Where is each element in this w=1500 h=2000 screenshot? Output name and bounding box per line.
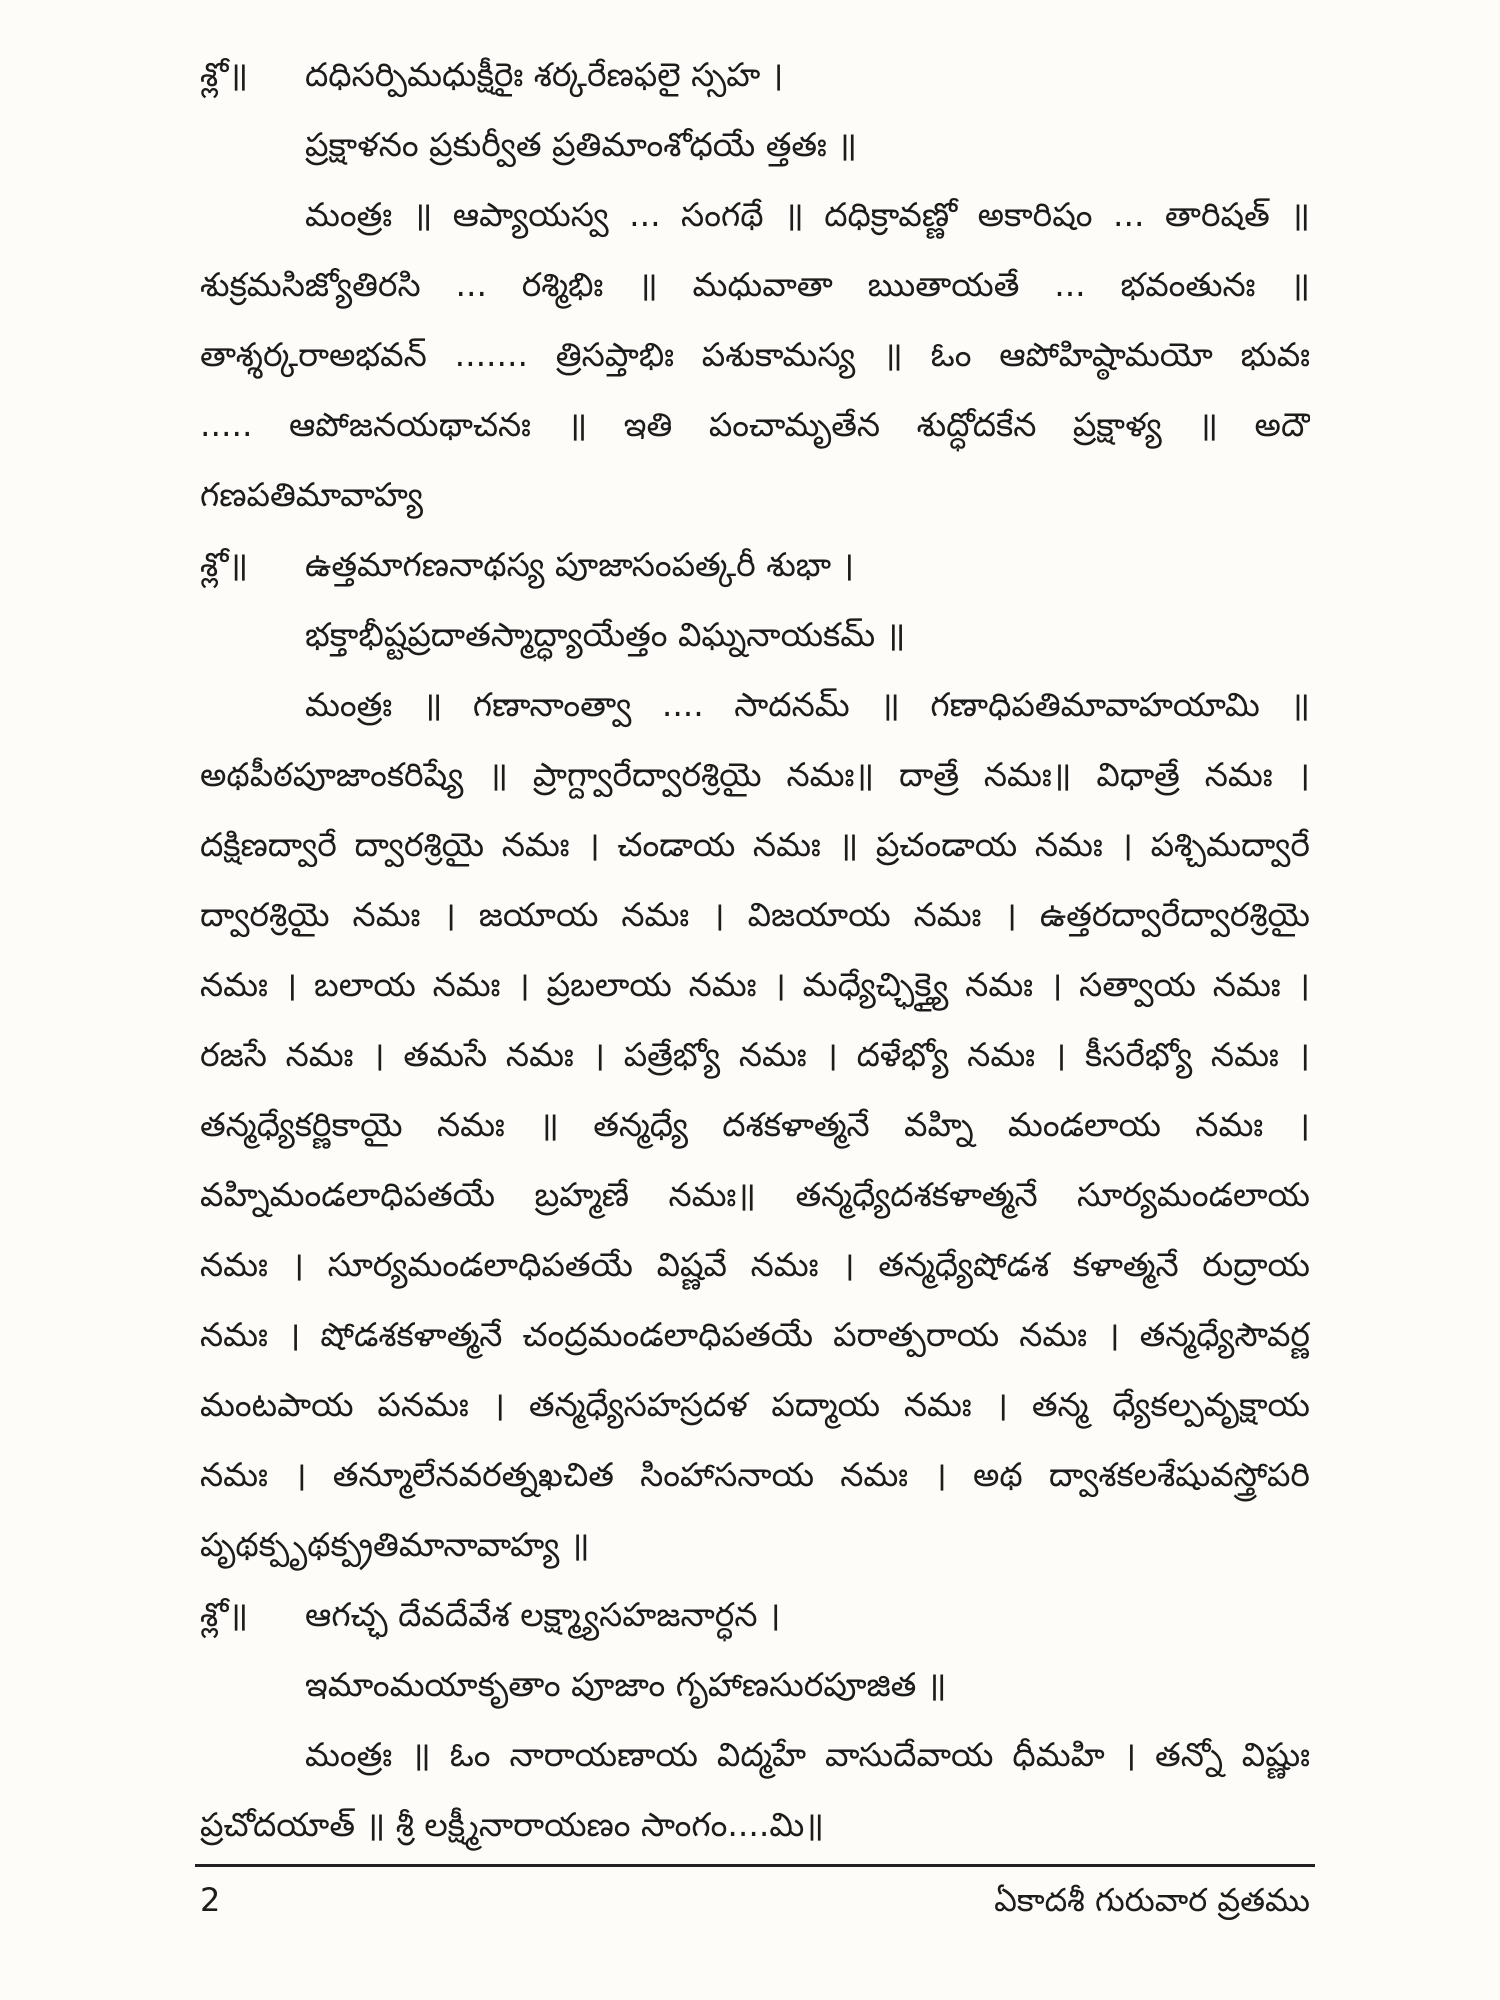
footer-rule <box>195 1864 1315 1867</box>
text-line: ..... ఆపోజనయథాచనః ॥ ఇతి పంచామృతేన శుద్ధోదకేన ప్రక్షాళ్య ॥ అదౌ <box>200 405 1310 444</box>
text-line: మంటపాయ పనమః । తన్మధ్యేసహస్రదళ పద్మాయ నమః । తన్మ ధ్యేకల్పవృక్షాయ <box>200 1385 1310 1424</box>
running-title: ఏకాదశీ గురువార వ్రతము <box>994 1881 1310 1919</box>
shloka-line <box>200 40 1310 110</box>
mantra-line: మంత్రః ॥ ఆప్యాయస్వ ... సంగథే ॥ దధిక్రావణ్ణో అకారిషం ... తారిషత్ ॥ <box>305 195 1310 234</box>
shloka-marker: శ్లో॥ <box>200 1595 249 1634</box>
text-line: నమః । తన్మూలేనవరత్నఖచిత సింహాసనాయ నమః । అథ ద్వాశకలశేషువస్త్రోపరి <box>200 1455 1310 1494</box>
text-line: తన్మధ్యేకర్ణికాయై నమః ॥ తన్మధ్యే దశకళాత్మనే వహ్ని మండలాయ నమః । <box>200 1105 1310 1144</box>
text-line: వహ్నిమండలాధిపతయే బ్రహ్మణే నమః॥ తన్మధ్యేదశకళాత్మనే సూర్యమండలాయ <box>200 1175 1310 1214</box>
shloka-marker: శ్లో॥ <box>200 545 249 584</box>
text-line: రజసే నమః । తమసే నమః । పత్రేభ్యో నమః । దళేభ్యో నమః । కీసరేభ్యో నమః । <box>200 1035 1310 1074</box>
text-line: గణపతిమావాహ్య <box>200 475 424 514</box>
verse-line: ప్రక్షాళనం ప్రకుర్వీత ప్రతిమాంశోధయే త్తతః ॥ <box>305 125 858 164</box>
mantra-line: మంత్రః ॥ గణానాంత్వా .... సాదనమ్ ॥ గణాధిపతిమావాహయామి ॥ <box>305 685 1310 724</box>
shloka-marker: శ్లో॥ <box>200 55 249 94</box>
text-line: అథపీఠపూజాంకరిష్యే ॥ ప్రాగ్ద్వారేద్వారశ్రియై నమః॥ దాత్రే నమః॥ విధాత్రే నమః । <box>200 755 1310 794</box>
text-line: ప్రచోదయాత్ ॥ శ్రీ లక్ష్మీనారాయణం సాంగం....మి॥ <box>200 1805 824 1844</box>
verse-text: ఉత్తమాగణనాథస్య పూజాసంపత్కరీ శుభా । <box>305 545 855 584</box>
mantra-line: మంత్రః ॥ ఓం నారాయణాయ విద్మహే వాసుదేవాయ ధీమహి । తన్నో విష్ణుః <box>305 1735 1310 1774</box>
verse-text: దధిసర్పిమధుక్షీరైః శర్కరేణఫలై స్సహ । <box>305 55 784 94</box>
page-body <box>200 40 1310 1860</box>
text-line: ద్వారశ్రియై నమః । జయాయ నమః । విజయాయ నమః । ఉత్తరద్వారేద్వారశ్రియై <box>200 895 1310 934</box>
text-line: నమః । బలాయ నమః । ప్రబలాయ నమః । మధ్యేచ్ఛిక్త్యై నమః । సత్వాయ నమః । <box>200 965 1310 1004</box>
shloka-line <box>200 530 1310 600</box>
verse-line: ఇమాంమయాకృతాం పూజాం గృహాణసురపూజిత ॥ <box>305 1665 947 1704</box>
text-line: తాశ్శర్కరాఅభవన్ ....... త్రిసప్తాభిః పశుకామస్య ॥ ఓం ఆపోహిష్ఠామయో భువః <box>200 335 1310 374</box>
text-line: పృథక్పృథక్ప్రతిమానావాహ్య ॥ <box>200 1525 590 1564</box>
text-line: దక్షిణద్వారే ద్వారశ్రియై నమః । చండాయ నమః ॥ ప్రచండాయ నమః । పశ్చిమద్వారే <box>200 825 1310 864</box>
verse-text: ఆగచ్ఛ దేవదేవేశ లక్ష్మ్యాసహజనార్ధన । <box>305 1595 781 1634</box>
verse-line: భక్తాభీష్టప్రదాతస్మాద్ధ్యాయేత్తం విఘ్ననాయకమ్ ॥ <box>305 615 906 654</box>
text-line: నమః । షోడశకళాత్మనే చంద్రమండలాధిపతయే పరాత్పరాయ నమః । తన్మధ్యేసౌవర్ణ <box>200 1315 1310 1354</box>
page-number: 2 <box>200 1881 221 1919</box>
shloka-line <box>200 1580 1310 1650</box>
text-line: శుక్రమసిజ్యోతిరసి ... రశ్మిభిః ॥ మధువాతా ఋతాయతే ... భవంతునః ॥ <box>200 265 1310 304</box>
text-line: నమః । సూర్యమండలాధిపతయే విష్ణవే నమః । తన్మధ్యేషోడశ కళాత్మనే రుద్రాయ <box>200 1245 1310 1284</box>
